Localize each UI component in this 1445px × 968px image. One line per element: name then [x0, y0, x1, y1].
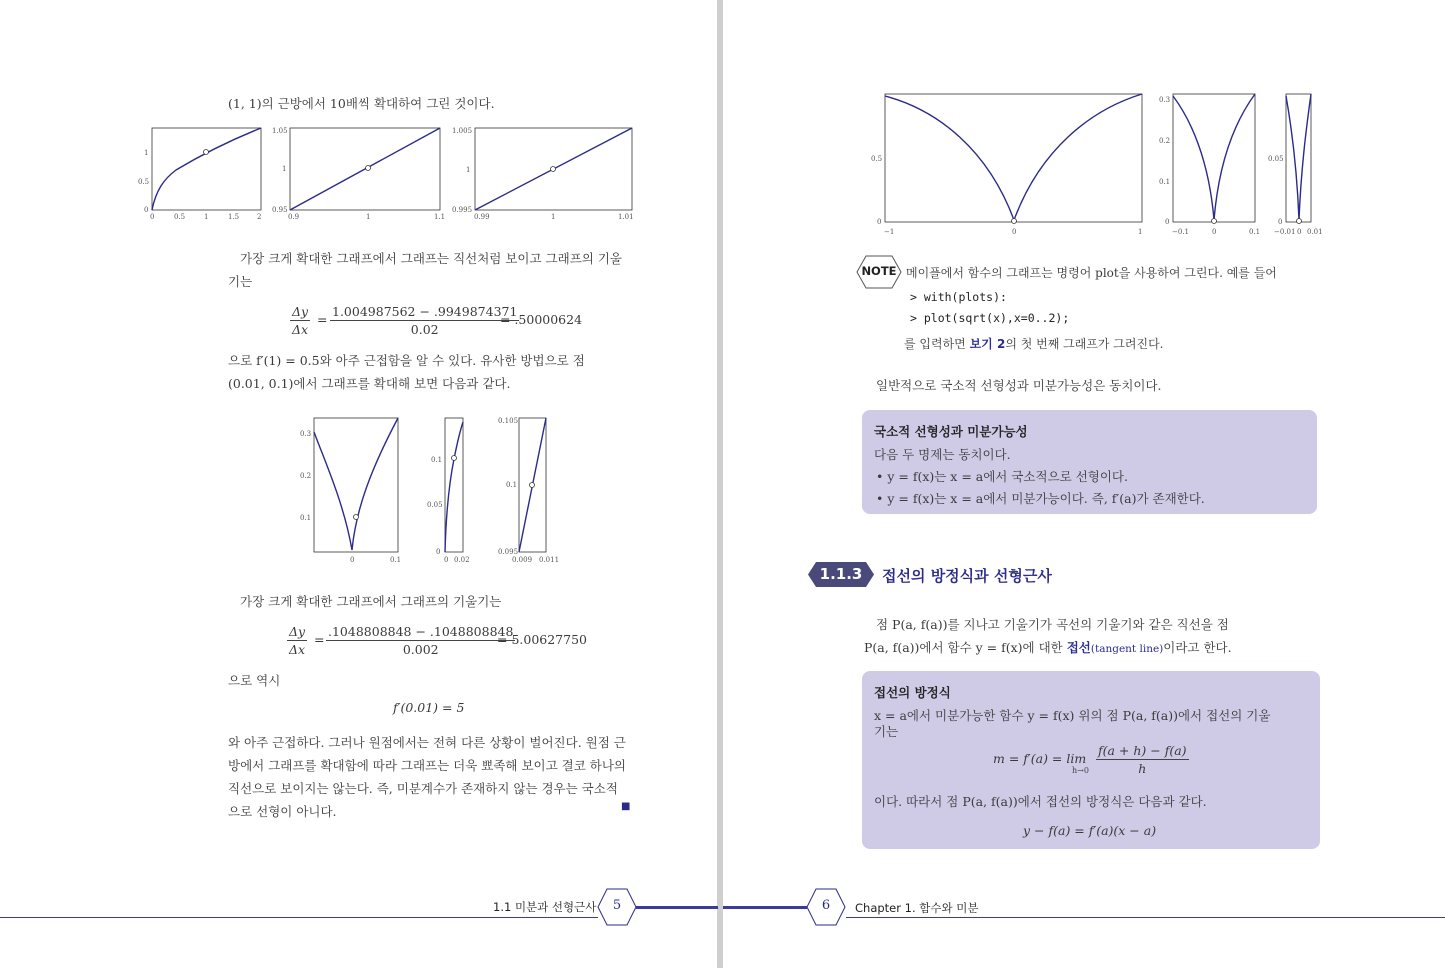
box2-line2: 기는	[874, 724, 899, 739]
box1-bullet2: • y = f(x)는 x = a에서 미분가능이다. 즉, f′(a)가 존재한다.	[876, 491, 1205, 506]
tick-label: 1.05	[272, 127, 288, 135]
plot-cusp-zoom2	[422, 414, 477, 566]
section-number: 1.1.3	[819, 565, 863, 583]
footer-rule-right-thick	[723, 906, 807, 909]
footer-rule-left	[0, 917, 598, 918]
box2-eq-fraction: $\frac{f(a + h) - f(a)}{h}$	[1098, 743, 1187, 776]
eq2-equals: =	[314, 632, 325, 647]
note-line4-c: 의 첫 번째 그래프가 그려진다.	[1005, 337, 1164, 351]
code-line1: > with(plots):	[910, 290, 1007, 304]
box2-eq2: y − f(a) = f′(a)(x − a)	[1023, 823, 1157, 838]
tick-label: 1	[282, 165, 287, 173]
para1-line2: 기는	[228, 274, 253, 289]
tick-label: 0.5	[871, 155, 883, 163]
plot-cusp-mid	[1156, 90, 1260, 240]
eq1-lhs: $\frac{\Delta y}{\Delta x}$	[292, 304, 309, 337]
plot-sqrt-zoom2	[270, 124, 450, 224]
box2-eq-lhs: m = f′(a) = lim	[993, 751, 1087, 766]
para5-line4: 으로 선형이 아니다.	[228, 804, 337, 819]
para5-line2: 방에서 그래프를 확대함에 따라 그래프는 더욱 뾰족해 보이고 결코 하나의	[228, 758, 627, 773]
box2-title: 접선의 방정식	[874, 685, 951, 700]
tick-label: 2	[257, 213, 262, 221]
end-of-proof-mark: ■	[621, 801, 631, 812]
tick-label: 0	[150, 213, 155, 221]
tick-label: 1	[551, 213, 556, 221]
tick-label: 0.95	[272, 206, 288, 214]
tick-label: 0.011	[539, 556, 560, 564]
tick-label: 1	[466, 166, 471, 174]
para4: 으로 역시	[228, 673, 281, 688]
tick-label: 0.3	[300, 430, 312, 438]
tick-label: 0.05	[427, 501, 443, 509]
footer-chapter-title: Chapter 1. 함수와 미분	[855, 901, 979, 915]
tick-label: −0.1	[1172, 228, 1189, 236]
tick-label: 1.01	[618, 213, 634, 221]
tick-label: 1	[1138, 228, 1143, 236]
tick-label: 1	[144, 149, 149, 157]
para2-text-d: 이라고 한다.	[1163, 640, 1232, 655]
code-line2: > plot(sqrt(x),x=0..2);	[910, 311, 1070, 325]
para2-line1: 으로 f′(1) = 0.5와 아주 근접함을 알 수 있다. 유사한 방법으로 점	[228, 353, 585, 368]
note-line4	[904, 335, 1164, 352]
term-tangent-english: (tangent line)	[1090, 643, 1164, 655]
box1-title: 국소적 선형성과 미분가능성	[874, 424, 1028, 439]
para2-line2: (0.01, 0.1)에서 그래프를 확대해 보면 다음과 같다.	[228, 376, 511, 391]
tick-label: 0	[1278, 218, 1283, 226]
box2-line1: x = a에서 미분가능한 함수 y = f(x) 위의 점 P(a, f(a))에서 접선의 기울	[874, 708, 1271, 723]
tick-label: 0.9	[288, 213, 300, 221]
tick-label: 0.1	[431, 456, 443, 464]
box2-eq-limit-sub: h→0	[1072, 766, 1089, 775]
tick-label: 0.995	[452, 206, 473, 214]
tick-label: 1.005	[452, 127, 473, 135]
tick-label: 0.2	[300, 472, 312, 480]
plot-cusp-zoom3	[494, 414, 569, 566]
right-para1: 일반적으로 국소적 선형성과 미분가능성은 동치이다.	[876, 378, 1162, 393]
footer-rule-left-thick	[636, 906, 718, 909]
plot-cusp-zoom1	[296, 414, 406, 566]
tick-label: 0	[1012, 228, 1017, 236]
eq1-fraction: $\frac{1.004987562 - .9949874371}{0.02}$	[332, 304, 518, 337]
tick-label: −0.01	[1274, 228, 1296, 236]
plot-sqrt-zoom3	[452, 124, 637, 224]
tick-label: 1	[366, 213, 371, 221]
tick-label: 0.105	[498, 417, 519, 425]
page-number: 5	[612, 898, 622, 913]
note-label: NOTE	[861, 264, 897, 278]
tick-label: 0.009	[512, 556, 533, 564]
section-title: 접선의 방정식과 선형근사	[882, 567, 1052, 585]
right-para2-line1: 점 P(a, f(a))를 지나고 기울기가 곡선의 기울기와 같은 직선을 점	[876, 617, 1229, 632]
box1-line1: 다음 두 명제는 동치이다.	[874, 447, 1011, 462]
tick-label: 0	[144, 206, 149, 214]
box2-line3: 이다. 따라서 점 P(a, f(a))에서 접선의 방정식은 다음과 같다.	[874, 794, 1207, 809]
tick-label: 0.1	[1249, 228, 1261, 236]
eq1-result: = .50000624	[500, 312, 583, 327]
eq2-fraction: $\frac{.1048808848 - .1048808848}{0.002}$	[328, 624, 514, 657]
tick-label: 0	[877, 218, 882, 226]
tick-label: 0.5	[174, 213, 186, 221]
tick-label: 1.1	[434, 213, 446, 221]
note-line4-a: 를 입력하면	[904, 337, 970, 351]
para3: 가장 크게 확대한 그래프에서 그래프의 기울기는	[240, 594, 502, 609]
tick-label: 0.1	[506, 481, 518, 489]
eq2-result: = 5.00627750	[497, 632, 587, 647]
tick-label: 0.095	[498, 548, 519, 556]
theorem-box-tangent-equation	[862, 671, 1320, 849]
tick-label: 1	[204, 213, 209, 221]
eq3: f′(0.01) = 5	[393, 700, 465, 715]
tick-label: 0.5	[138, 178, 150, 186]
para5-line3: 직선으로 보이지는 않는다. 즉, 미분계수가 존재하지 않는 경우는 국소적	[228, 781, 618, 796]
tick-label: 0.2	[1159, 137, 1171, 145]
box1-bullet1: • y = f(x)는 x = a에서 국소적으로 선형이다.	[876, 469, 1128, 484]
footer-section-title: 1.1 미분과 선형근사	[493, 900, 597, 914]
tick-label: 0.1	[300, 514, 312, 522]
page-number: 6	[821, 898, 831, 913]
theorem-box-local-linearity	[862, 410, 1317, 514]
term-tangent: 접선	[1066, 640, 1091, 655]
eq2-lhs: $\frac{\Delta y}{\Delta x}$	[289, 624, 306, 657]
tick-label: 0.1	[1159, 178, 1171, 186]
tick-label: 0.3	[1159, 96, 1171, 104]
tick-label: 0.02	[454, 556, 470, 564]
tick-label: −1	[884, 228, 895, 236]
tick-label: 0.99	[474, 213, 490, 221]
tick-label: 0	[350, 556, 355, 564]
tick-label: 0	[436, 548, 441, 556]
intro-text: (1, 1)의 근방에서 10배씩 확대하여 그린 것이다.	[228, 96, 495, 111]
eq1-equals: =	[317, 312, 328, 327]
tick-label: 0	[444, 556, 449, 564]
note-line1: 메이플에서 함수의 그래프는 명령어 plot을 사용하여 그린다. 예를 들어	[906, 266, 1277, 280]
tick-label: 0	[1212, 228, 1217, 236]
tick-label: 1.5	[228, 213, 240, 221]
right-para2-line2	[864, 638, 1232, 656]
plot-sqrt-zoom1	[136, 124, 266, 224]
tick-label: 0.01	[1307, 228, 1323, 236]
tick-label: 0.05	[1268, 155, 1284, 163]
plot-cusp-narrow	[1266, 90, 1326, 240]
footer-rule-right	[846, 917, 1445, 918]
para5-line1: 와 아주 근접하다. 그러나 원점에서는 전혀 다른 상황이 벌어진다. 원점 근	[228, 735, 626, 750]
para1-line1: 가장 크게 확대한 그래프에서 그래프는 직선처럼 보이고 그래프의 기울	[240, 251, 622, 266]
page-gutter	[717, 0, 723, 968]
tick-label: 0	[1297, 228, 1302, 236]
tick-label: 0	[1165, 218, 1170, 226]
example-reference-link[interactable]: 보기 2	[969, 337, 1006, 351]
tick-label: 0.1	[390, 556, 402, 564]
plot-cusp-wide	[868, 90, 1148, 240]
para2-text-a: P(a, f(a))에서 함수 y = f(x)에 대한	[864, 640, 1067, 655]
